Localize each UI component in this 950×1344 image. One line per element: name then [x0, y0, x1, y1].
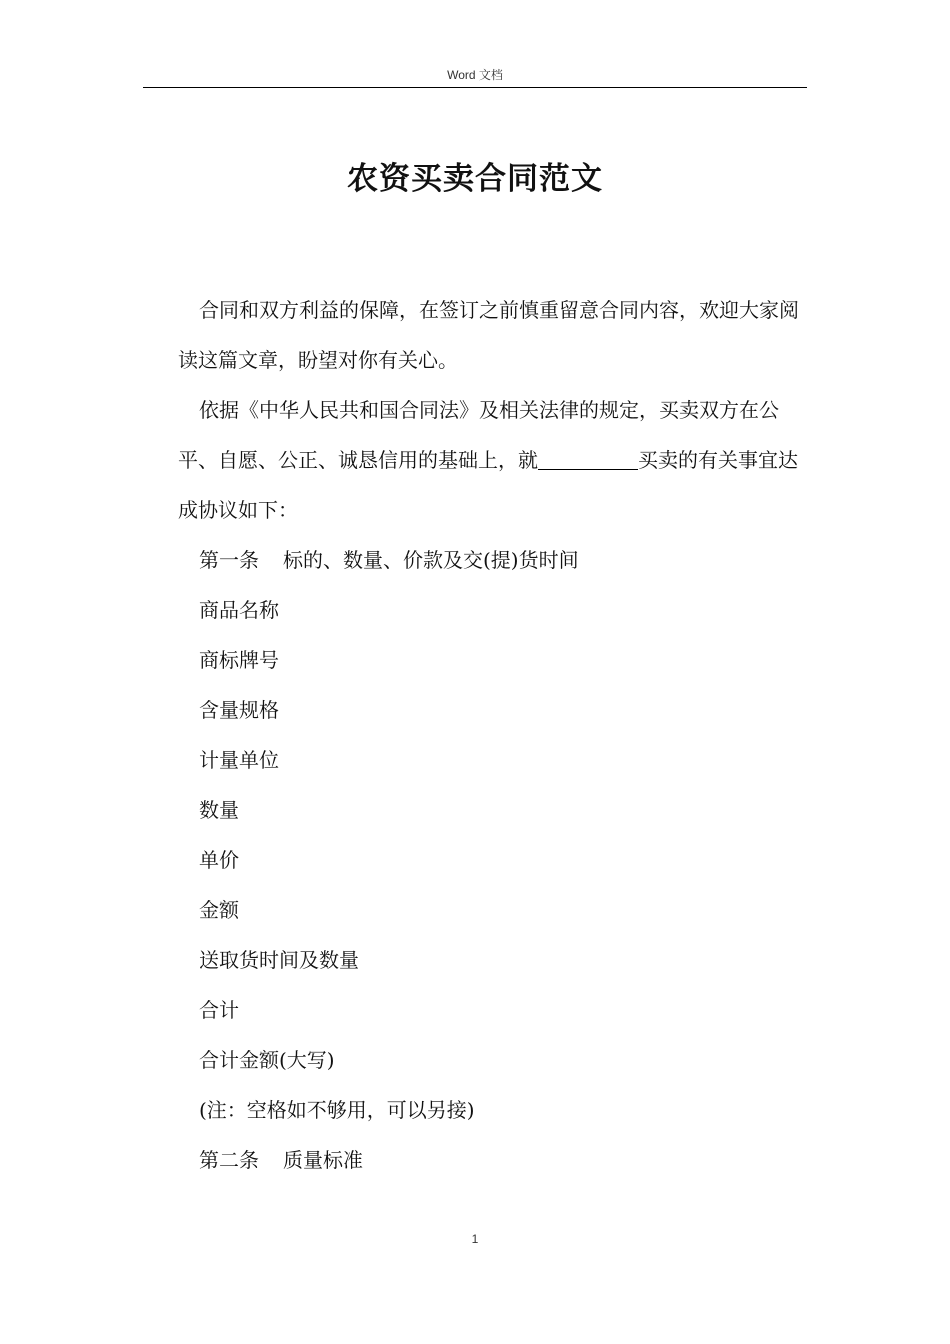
article-2-heading [178, 1135, 808, 1185]
list-item: 商品名称 [199, 598, 279, 622]
article-1-number: 第一条 [199, 548, 259, 572]
article-2-title: 质量标准 [283, 1148, 363, 1172]
preamble-text-after: 买卖的有关事宜达成协议如下： [178, 448, 798, 522]
list-item: 数量 [199, 798, 239, 822]
list-item: 计量单位 [199, 748, 279, 772]
article-1-heading [178, 535, 808, 585]
fill-in-blank [538, 449, 638, 470]
list-item: 合计 [199, 998, 239, 1022]
document-title: 农资买卖合同范文 [347, 161, 603, 197]
intro-paragraph: 合同和双方利益的保障，在签订之前慎重留意合同内容，欢迎大家阅读这篇文章，盼望对你有关心。 [178, 298, 799, 372]
preamble-paragraph [178, 385, 808, 535]
preamble-text-before: 依据《中华人民共和国合同法》及相关法律的规定，买卖双方在公平、自愿、公正、诚恳信用的基础上，就 [178, 398, 779, 472]
article-1-title: 标的、数量、价款及交(提)货时间 [283, 548, 579, 572]
document-body [178, 285, 808, 1185]
page-header: Word 文档 [447, 68, 503, 82]
header-divider [143, 87, 807, 88]
list-item: 商标牌号 [199, 648, 279, 672]
list-item: 送取货时间及数量 [199, 948, 359, 972]
page-number: 1 [471, 1232, 479, 1246]
article-2-number: 第二条 [199, 1148, 259, 1172]
list-item: 金额 [199, 898, 239, 922]
list-item: 单价 [199, 848, 239, 872]
list-item: (注：空格如不够用，可以另接) [199, 1098, 475, 1122]
list-item: 含量规格 [199, 698, 279, 722]
list-item: 合计金额(大写) [199, 1048, 335, 1072]
